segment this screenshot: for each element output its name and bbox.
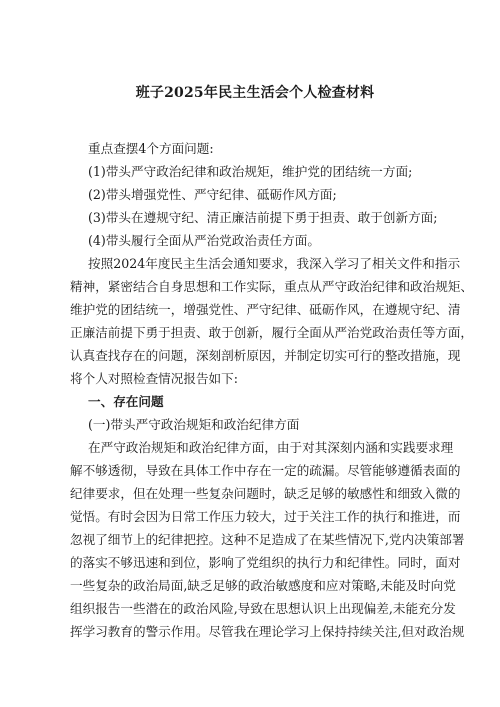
- body-paragraph-line: 一些复杂的政治局面,缺乏足够的政治敏感度和应对策略,未能及时向党: [70, 578, 456, 593]
- body-paragraph-line: 觉悟。有时会因为日常工作压力较大，过于关注工作的执行和推进，而: [70, 509, 461, 524]
- intro-paragraph-line: 精神，紧密结合自身思想和工作实际，重点从严守政治纪律和政治规矩、: [70, 279, 473, 294]
- intro-paragraph-line: 正廉洁前提下勇于担责、敢于创新，履行全面从严治党政治责任等方面，: [70, 325, 473, 340]
- body-paragraph-line: 组织报告一些潜在的政治风险,导致在思想认识上出现偏差,未能充分发: [70, 601, 456, 616]
- document-title: 班子2025年民主生活会个人检查材料: [135, 85, 375, 101]
- intro-paragraph-line: 将个人对照检查情况报告如下:: [70, 371, 238, 386]
- focus-intro: 重点查摆4个方面问题:: [88, 141, 214, 156]
- focus-item-3: (3)带头在遵规守纪、清正廉洁前提下勇于担责、敢于创新方面;: [88, 210, 438, 225]
- intro-paragraph-line: 按照2024年度民主生活会通知要求，我深入学习了相关文件和指示: [88, 256, 461, 271]
- body-paragraph-line: 解不够透彻，导致在具体工作中存在一定的疏漏。尽管能够遵循表面的: [70, 463, 461, 478]
- intro-paragraph-line: 认真查找存在的问题，深刻剖析原因，并制定切实可行的整改措施，现: [70, 348, 461, 363]
- body-paragraph-line: 在严守政治规矩和政治纪律方面，由于对其深刻内涵和实践要求理: [88, 440, 454, 455]
- body-paragraph-line: 纪律要求，但在处理一些复杂问题时，缺乏足够的敏感性和细致入微的: [70, 486, 461, 501]
- body-paragraph-line: 挥学习教育的警示作用。尽管我在理论学习上保持持续关注,但对政治规: [70, 624, 465, 639]
- body-paragraph-line: 的落实不够迅速和到位，影响了党组织的执行力和纪律性。同时，面对: [70, 555, 461, 570]
- focus-item-2: (2)带头增强党性、严守纪律、砥砺作风方面;: [88, 187, 337, 202]
- body-paragraph-line: 忽视了细节上的纪律把控。这种不足造成了在某些情况下,党内决策部署: [70, 532, 465, 547]
- intro-paragraph-line: 维护党的团结统一，增强党性、严守纪律、砥砺作风，在遵规守纪、清: [70, 302, 461, 317]
- focus-item-1: (1)带头严守政治纪律和政治规矩，维护党的团结统一方面;: [88, 164, 413, 179]
- section-heading: 一、存在问题: [88, 394, 164, 409]
- subsection-heading: (一)带头严守政治规矩和政治纪律方面: [88, 417, 300, 432]
- focus-item-4: (4)带头履行全面从严治党政治责任方面。: [88, 233, 320, 248]
